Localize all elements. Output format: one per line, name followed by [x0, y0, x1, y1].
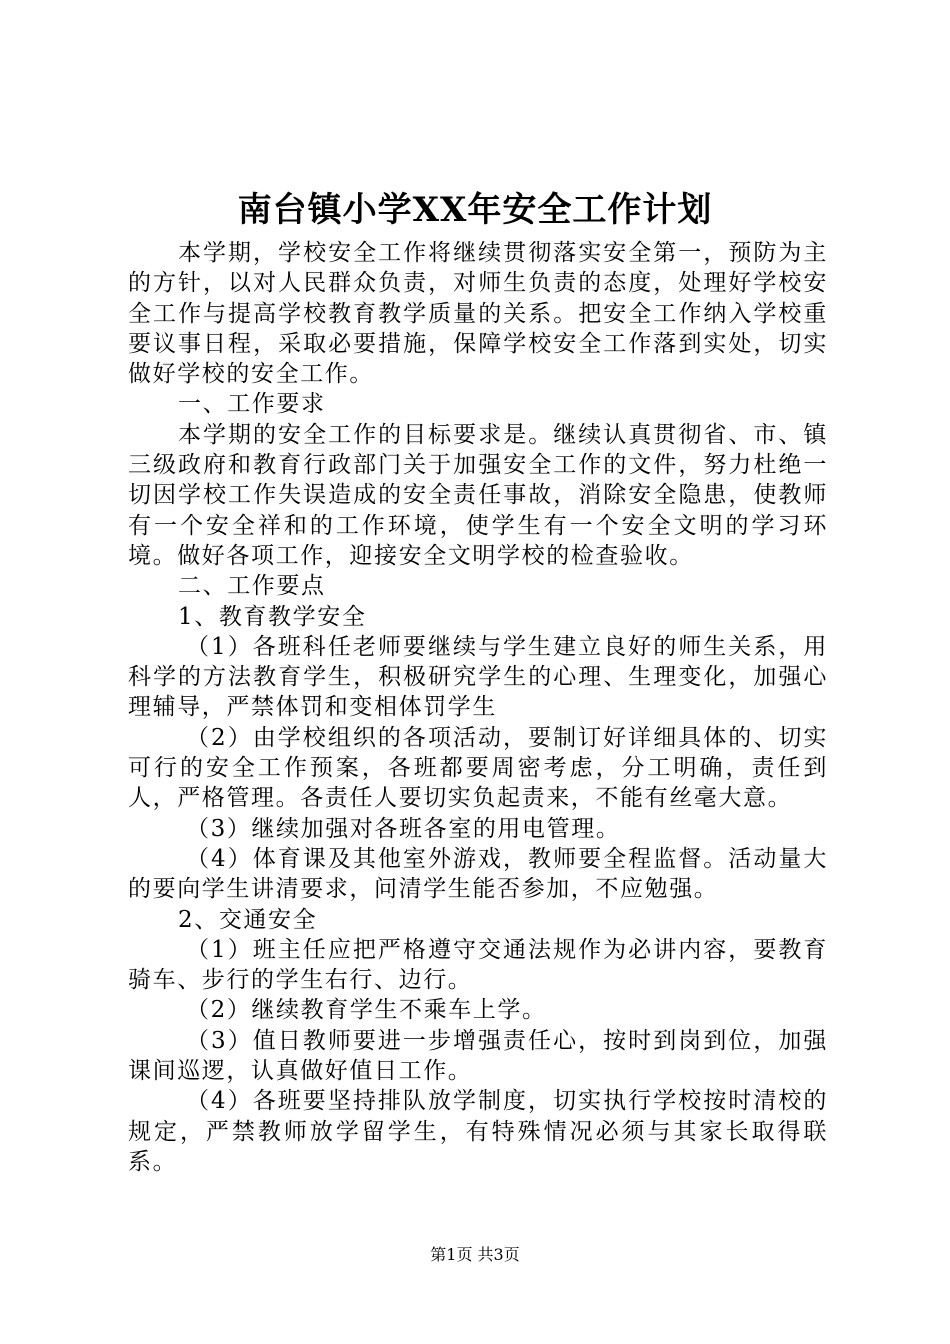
subheading-teaching-safety: 1、教育教学安全 [178, 603, 367, 630]
traffic-safety-item-3: （3）值日教师要进一步增强责任心，按时到岗到位，加强课间巡逻，认真做好值日工作。 [128, 1027, 828, 1085]
subheading-traffic-safety: 2、交通安全 [178, 906, 318, 933]
teaching-safety-item-3: （3）继续加强对各班各室的用电管理。 [186, 815, 621, 842]
document-body [128, 238, 828, 1177]
traffic-safety-item-4: （4）各班要坚持排队放学制度，切实执行学校按时清校的规定，严禁教师放学留学生，有特殊情况必须与其家长取得联系。 [128, 1088, 828, 1175]
traffic-safety-item-1: （1）班主任应把严格遵守交通法规作为必讲内容，要教育骑车、步行的学生右行、边行。 [128, 936, 828, 994]
intro-paragraph: 本学期，学校安全工作将继续贯彻落实安全第一，预防为主的方针，以对人民群众负责，对师生负责的态度，处理好学校安全工作与提高学校教育教学质量的关系。把安全工作纳入学校重要议事日程，采取必要措施，保障学校安全工作落到实处，切实做好学校的安全工作。 [128, 240, 828, 388]
traffic-safety-item-2: （2）继续教育学生不乘车上学。 [186, 997, 547, 1024]
teaching-safety-item-4: （4）体育课及其他室外游戏，教师要全程监督。活动量大的要向学生讲清要求，问清学生能否参加，不应勉强。 [128, 845, 828, 903]
teaching-safety-item-1: （1）各班科任老师要继续与学生建立良好的师生关系，用科学的方法教育学生，积极研究学生的心理、生理变化，加强心理辅导，严禁体罚和变相体罚学生 [128, 633, 828, 721]
requirements-paragraph: 本学期的安全工作的目标要求是。继续认真贯彻省、市、镇三级政府和教育行政部门关于加强安全工作的文件，努力杜绝一切因学校工作失误造成的安全责任事故，消除安全隐患，使教师有一个安全祥和的工作环境，使学生有一个安全文明的学习环境。做好各项工作，迎接安全文明学校的检查验收。 [128, 421, 828, 569]
page-footer: 第1页 共3页 [430, 1245, 520, 1264]
document-title: 南台镇小学XX年安全工作计划 [237, 190, 713, 230]
section-heading-work-requirements: 一、工作要求 [178, 391, 326, 418]
teaching-safety-item-2: （2）由学校组织的各项活动，要制订好详细具体的、切实可行的安全工作预案，各班都要周密考虑，分工明确，责任到人，严格管理。各责任人要切实负起责来，不能有丝毫大意。 [128, 724, 828, 812]
section-heading-work-points: 二、工作要点 [178, 573, 326, 600]
